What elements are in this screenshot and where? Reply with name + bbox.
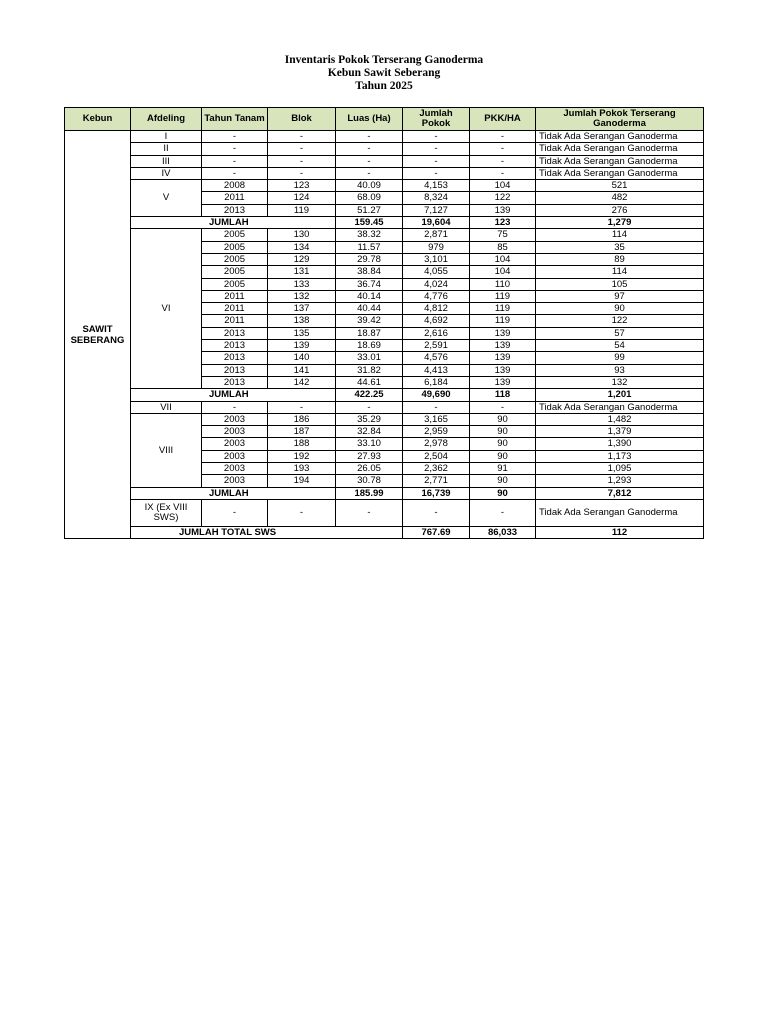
pkk-cell: 139	[470, 327, 536, 339]
pokok-cell: -	[403, 143, 470, 155]
blok-cell: 135	[268, 327, 336, 339]
terserang-cell: 482	[536, 192, 704, 204]
header-pkk-ha: PKK/HA	[470, 108, 536, 131]
tahun-cell: 2003	[202, 438, 268, 450]
pkk-cell: 139	[470, 340, 536, 352]
terserang-cell: 57	[536, 327, 704, 339]
subtotal-label: JUMLAH	[131, 217, 336, 229]
tahun-cell: 2003	[202, 450, 268, 462]
tahun-cell: 2013	[202, 352, 268, 364]
afdeling-cell: III	[131, 155, 202, 167]
terserang-cell: 1,293	[536, 475, 704, 487]
terserang-cell: 1,095	[536, 463, 704, 475]
blok-cell: -	[268, 499, 336, 526]
afdeling-cell: V	[131, 180, 202, 217]
pokok-cell: 7,127	[403, 204, 470, 216]
grand-total-pkk: 112	[536, 526, 704, 538]
luas-cell: 68.09	[336, 192, 403, 204]
subtotal-luas: 422.25	[336, 389, 403, 401]
tahun-cell: -	[202, 401, 268, 413]
luas-cell: 40.44	[336, 303, 403, 315]
luas-cell: 35.29	[336, 413, 403, 425]
subtotal-pokok: 16,739	[403, 487, 470, 499]
luas-cell: 18.69	[336, 340, 403, 352]
subtotal-luas: 159.45	[336, 217, 403, 229]
blok-cell: 194	[268, 475, 336, 487]
tahun-cell: 2013	[202, 364, 268, 376]
blok-cell: 130	[268, 229, 336, 241]
pokok-cell: -	[403, 155, 470, 167]
pokok-cell: -	[403, 401, 470, 413]
pkk-cell: 90	[470, 450, 536, 462]
subtotal-row-viii	[65, 487, 704, 499]
terserang-cell: 89	[536, 253, 704, 265]
luas-cell: 51.27	[336, 204, 403, 216]
pokok-cell: -	[403, 131, 470, 143]
luas-cell: -	[336, 155, 403, 167]
header-tahun-tanam: Tahun Tanam	[202, 108, 268, 131]
blok-cell: 186	[268, 413, 336, 425]
table-row	[65, 401, 704, 413]
subtotal-pkk: 123	[470, 217, 536, 229]
tahun-cell: 2003	[202, 475, 268, 487]
subtotal-row-vi	[65, 389, 704, 401]
luas-cell: 30.78	[336, 475, 403, 487]
tahun-cell: 2005	[202, 266, 268, 278]
blok-cell: 188	[268, 438, 336, 450]
blok-cell: -	[268, 131, 336, 143]
title-line-1: Inventaris Pokok Terserang Ganoderma	[284, 54, 484, 66]
terserang-cell: 1,379	[536, 426, 704, 438]
terserang-cell: Tidak Ada Serangan Ganoderma	[536, 401, 704, 413]
pokok-cell: -	[403, 499, 470, 526]
luas-cell: 36.74	[336, 278, 403, 290]
pkk-cell: 85	[470, 241, 536, 253]
subtotal-label: JUMLAH	[131, 487, 336, 499]
table-row	[65, 499, 704, 526]
pokok-cell: 2,616	[403, 327, 470, 339]
tahun-cell: 2005	[202, 253, 268, 265]
table-row	[65, 155, 704, 167]
tahun-cell: 2013	[202, 327, 268, 339]
pkk-cell: 139	[470, 352, 536, 364]
blok-cell: 142	[268, 376, 336, 388]
terserang-cell: 132	[536, 376, 704, 388]
terserang-cell: Tidak Ada Serangan Ganoderma	[536, 499, 704, 526]
tahun-cell: 2003	[202, 463, 268, 475]
pokok-cell: 2,362	[403, 463, 470, 475]
tahun-cell: -	[202, 167, 268, 179]
blok-cell: 140	[268, 352, 336, 364]
terserang-cell: 105	[536, 278, 704, 290]
tahun-cell: 2013	[202, 376, 268, 388]
luas-cell: 18.87	[336, 327, 403, 339]
header-jumlah-terserang: Jumlah Pokok Terserang Ganoderma	[536, 108, 704, 131]
header-luas: Luas (Ha)	[336, 108, 403, 131]
subtotal-pkk: 118	[470, 389, 536, 401]
subtotal-terserang: 1,201	[536, 389, 704, 401]
pokok-cell: 2,871	[403, 229, 470, 241]
terserang-cell: 90	[536, 303, 704, 315]
pokok-cell: 4,812	[403, 303, 470, 315]
pkk-cell: 122	[470, 192, 536, 204]
blok-cell: 124	[268, 192, 336, 204]
pokok-cell: -	[403, 167, 470, 179]
pokok-cell: 4,153	[403, 180, 470, 192]
afdeling-cell: II	[131, 143, 202, 155]
terserang-cell: 1,482	[536, 413, 704, 425]
header-jumlah-pokok: Jumlah Pokok	[403, 108, 470, 131]
luas-cell: -	[336, 499, 403, 526]
pokok-cell: 2,504	[403, 450, 470, 462]
luas-cell: 44.61	[336, 376, 403, 388]
tahun-cell: -	[202, 143, 268, 155]
pokok-cell: 8,324	[403, 192, 470, 204]
subtotal-pokok: 19,604	[403, 217, 470, 229]
pokok-cell: 4,024	[403, 278, 470, 290]
subtotal-terserang: 1,279	[536, 217, 704, 229]
pkk-cell: 90	[470, 426, 536, 438]
afdeling-cell: I	[131, 131, 202, 143]
terserang-cell: Tidak Ada Serangan Ganoderma	[536, 131, 704, 143]
terserang-cell: 99	[536, 352, 704, 364]
terserang-cell: 97	[536, 290, 704, 302]
terserang-cell: Tidak Ada Serangan Ganoderma	[536, 155, 704, 167]
afdeling-cell: IV	[131, 167, 202, 179]
pkk-cell: 139	[470, 204, 536, 216]
pkk-cell: 90	[470, 475, 536, 487]
luas-cell: 26.05	[336, 463, 403, 475]
luas-cell: 38.32	[336, 229, 403, 241]
luas-cell: 38.84	[336, 266, 403, 278]
table-row	[65, 167, 704, 179]
pkk-cell: 90	[470, 413, 536, 425]
blok-cell: 141	[268, 364, 336, 376]
subtotal-pkk: 90	[470, 487, 536, 499]
grand-total-row	[65, 526, 704, 538]
blok-cell: -	[268, 401, 336, 413]
pokok-cell: 3,165	[403, 413, 470, 425]
blok-cell: 131	[268, 266, 336, 278]
luas-cell: -	[336, 167, 403, 179]
blok-cell: 119	[268, 204, 336, 216]
luas-cell: -	[336, 143, 403, 155]
afdeling-cell: VI	[131, 229, 202, 389]
luas-cell: 11.57	[336, 241, 403, 253]
pokok-cell: 2,959	[403, 426, 470, 438]
blok-cell: 138	[268, 315, 336, 327]
luas-cell: 33.01	[336, 352, 403, 364]
luas-cell: -	[336, 401, 403, 413]
tahun-cell: 2011	[202, 303, 268, 315]
pkk-cell: -	[470, 155, 536, 167]
pkk-cell: 90	[470, 438, 536, 450]
terserang-cell: Tidak Ada Serangan Ganoderma	[536, 143, 704, 155]
tahun-cell: 2003	[202, 426, 268, 438]
terserang-cell: 276	[536, 204, 704, 216]
blok-cell: 139	[268, 340, 336, 352]
pkk-cell: -	[470, 499, 536, 526]
table-row	[65, 131, 704, 143]
pokok-cell: 4,055	[403, 266, 470, 278]
pokok-cell: 4,576	[403, 352, 470, 364]
pkk-cell: 119	[470, 303, 536, 315]
afdeling-cell: IX (Ex VIII SWS)	[131, 499, 202, 526]
title-line-2: Kebun Sawit Seberang	[327, 67, 441, 79]
pokok-cell: 4,776	[403, 290, 470, 302]
header-afdeling: Afdeling	[131, 108, 202, 131]
terserang-cell: 1,390	[536, 438, 704, 450]
tahun-cell: 2011	[202, 290, 268, 302]
luas-cell: -	[336, 131, 403, 143]
pokok-cell: 4,692	[403, 315, 470, 327]
blok-cell: 132	[268, 290, 336, 302]
blok-cell: -	[268, 167, 336, 179]
blok-cell: 133	[268, 278, 336, 290]
blok-cell: 137	[268, 303, 336, 315]
blok-cell: 192	[268, 450, 336, 462]
pkk-cell: 139	[470, 376, 536, 388]
pkk-cell: 110	[470, 278, 536, 290]
blok-cell: -	[268, 155, 336, 167]
subtotal-luas: 185.99	[336, 487, 403, 499]
grand-total-luas: 767.69	[403, 526, 470, 538]
luas-cell: 40.09	[336, 180, 403, 192]
pkk-cell: -	[470, 167, 536, 179]
luas-cell: 39.42	[336, 315, 403, 327]
title-line-3: Tahun 2025	[355, 80, 413, 92]
tahun-cell: 2008	[202, 180, 268, 192]
pokok-cell: 2,771	[403, 475, 470, 487]
terserang-cell: 122	[536, 315, 704, 327]
pkk-cell: -	[470, 131, 536, 143]
subtotal-label: JUMLAH	[131, 389, 336, 401]
tahun-cell: -	[202, 131, 268, 143]
terserang-cell: 93	[536, 364, 704, 376]
afdeling-cell: VII	[131, 401, 202, 413]
grand-total-pokok: 86,033	[470, 526, 536, 538]
blok-cell: -	[268, 143, 336, 155]
pkk-cell: 119	[470, 315, 536, 327]
tahun-cell: 2003	[202, 413, 268, 425]
table-row	[65, 180, 704, 192]
luas-cell: 31.82	[336, 364, 403, 376]
tahun-cell: 2005	[202, 278, 268, 290]
blok-cell: 187	[268, 426, 336, 438]
pkk-cell: 75	[470, 229, 536, 241]
pkk-cell: 119	[470, 290, 536, 302]
inventory-table	[64, 107, 704, 539]
grand-total-label: JUMLAH TOTAL SWS	[131, 526, 403, 538]
pokok-cell: 6,184	[403, 376, 470, 388]
tahun-cell: 2011	[202, 192, 268, 204]
pokok-cell: 3,101	[403, 253, 470, 265]
header-kebun: Kebun	[65, 108, 131, 131]
terserang-cell: 114	[536, 229, 704, 241]
tahun-cell: 2011	[202, 315, 268, 327]
pokok-cell: 2,591	[403, 340, 470, 352]
luas-cell: 27.93	[336, 450, 403, 462]
terserang-cell: 1,173	[536, 450, 704, 462]
terserang-cell: 35	[536, 241, 704, 253]
pkk-cell: -	[470, 143, 536, 155]
pokok-cell: 2,978	[403, 438, 470, 450]
table-row	[65, 229, 704, 241]
subtotal-row-v	[65, 217, 704, 229]
table-row	[65, 143, 704, 155]
pokok-cell: 979	[403, 241, 470, 253]
blok-cell: 134	[268, 241, 336, 253]
tahun-cell: 2013	[202, 204, 268, 216]
tahun-cell: 2013	[202, 340, 268, 352]
subtotal-terserang: 7,812	[536, 487, 704, 499]
luas-cell: 40.14	[336, 290, 403, 302]
blok-cell: 129	[268, 253, 336, 265]
pkk-cell: 104	[470, 180, 536, 192]
tahun-cell: -	[202, 499, 268, 526]
header-row	[65, 108, 704, 131]
pkk-cell: -	[470, 401, 536, 413]
terserang-cell: Tidak Ada Serangan Ganoderma	[536, 167, 704, 179]
kebun-cell: SAWIT SEBERANG	[65, 131, 131, 539]
blok-cell: 193	[268, 463, 336, 475]
terserang-cell: 521	[536, 180, 704, 192]
terserang-cell: 114	[536, 266, 704, 278]
luas-cell: 33.10	[336, 438, 403, 450]
tahun-cell: 2005	[202, 229, 268, 241]
pkk-cell: 104	[470, 253, 536, 265]
report-title	[0, 54, 768, 93]
blok-cell: 123	[268, 180, 336, 192]
pkk-cell: 139	[470, 364, 536, 376]
pkk-cell: 104	[470, 266, 536, 278]
luas-cell: 29.78	[336, 253, 403, 265]
pokok-cell: 4,413	[403, 364, 470, 376]
luas-cell: 32.84	[336, 426, 403, 438]
afdeling-cell: VIII	[131, 413, 202, 487]
header-blok: Blok	[268, 108, 336, 131]
terserang-cell: 54	[536, 340, 704, 352]
table-row	[65, 413, 704, 425]
tahun-cell: 2005	[202, 241, 268, 253]
pkk-cell: 91	[470, 463, 536, 475]
subtotal-pokok: 49,690	[403, 389, 470, 401]
tahun-cell: -	[202, 155, 268, 167]
